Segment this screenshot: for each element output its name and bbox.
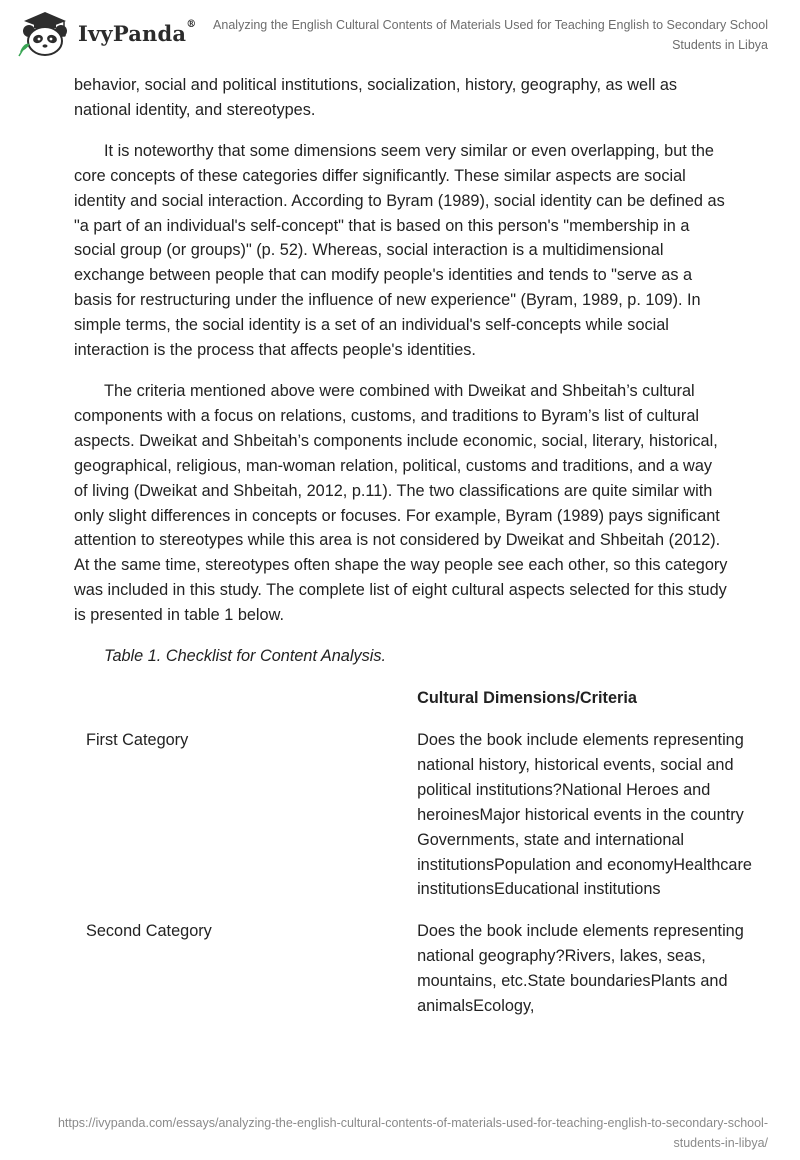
table-header-row — [74, 686, 754, 728]
source-url[interactable]: https://ivypanda.com/essays/analyzing-the-english-cultural-contents-of-materials-used-for-teaching-english-to-secondary-school-students-in-libya/ — [57, 1116, 768, 1150]
paragraph: behavior, social and political institutions, socialization, history, geography, as well as national identity, and stereotypes. — [74, 76, 678, 119]
document-body — [74, 73, 752, 1036]
panda-graduate-icon — [16, 8, 74, 58]
table-row — [74, 728, 754, 919]
table-header-criteria: Cultural Dimensions/Criteria — [417, 689, 637, 708]
criteria-cell: Does the book include elements representing national history, historical events, social and political institutions?National Heroes and heroinesMajor historical events in the country Governments, state and international institutionsPopulation and economyHealthcare institutionsEducational institutions — [417, 731, 752, 899]
table-caption: Table 1. Checklist for Content Analysis. — [104, 647, 387, 666]
ivypanda-logo[interactable] — [16, 8, 196, 58]
document-title: Analyzing the English Cultural Contents of Materials Used for Teaching English to Secondary School Students in Libya — [213, 18, 768, 52]
logo-wordmark: IvyPanda® — [78, 18, 197, 46]
criteria-cell: Does the book include elements representing national geography?Rivers, lakes, seas, mountains, etc.State boundariesPlants and animalsEcology, — [417, 922, 744, 1016]
category-cell: First Category — [86, 731, 189, 750]
table-row — [74, 919, 754, 1036]
page-header — [0, 0, 800, 62]
paragraph: The criteria mentioned above were combined with Dweikat and Shbeitah’s cultural components with a focus on relations, customs, and traditions to Byram’s list of cultural aspects. Dweikat and Shbeitah’s components include economic, social, literary, historical, geographical, religious, man-woman relation, political, customs and traditions, and a way of living (Dweikat and Shbeitah, 2012, p.11). The two classifications are quite similar with only slight differences in concepts or focuses. For example, Byram (1989) pays significant attention to stereotypes while this area is not considered by Dweikat and Shbeitah (2012). At the same time, stereotypes often shape the way people see each other, so this category was included in this study. The complete list of eight cultural aspects selected for this study is presented in table 1 below. — [74, 381, 728, 625]
table-header-empty — [74, 686, 417, 728]
checklist-table — [74, 686, 754, 1036]
paragraph: It is noteworthy that some dimensions seem very similar or even overlapping, but the core concepts of these categories differ significantly. These similar aspects are social identity and social interaction. According to Byram (1989), social identity can be defined as "a part of an individual's self-concept" that is based on this person's "membership in a social group (or groups)" (p. 52). Whereas, social interaction is a multidimensional exchange between people that can modify people's identities and tends to "serve as a basis for restructuring under the influence of new experience" (Byram, 1989, p. 109). In simple terms, the social identity is a set of an individual's self-concepts while social interaction is the process that affects people's identities. — [74, 141, 725, 360]
category-cell: Second Category — [86, 922, 212, 941]
